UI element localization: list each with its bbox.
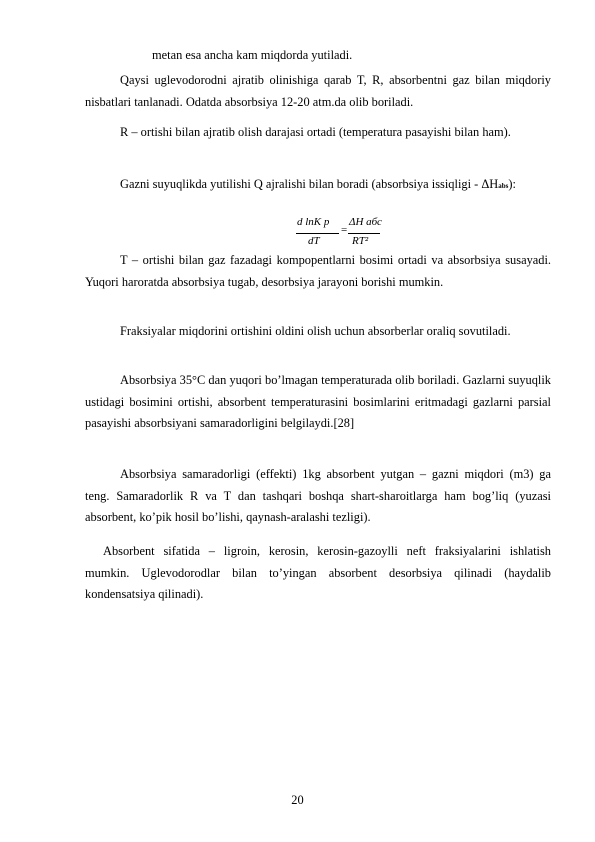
page-number: 20 [291, 793, 304, 807]
paragraph-1: metan esa ancha kam miqdorda yutiladi. [152, 48, 353, 62]
paragraph-7: Absorbsiya 35°C dan yuqori bo’lmagan temperaturada olib boriladi. Gazlarni suyuqlik ustidagi bosimini ortishi, absorbent temperaturasini bosimlarini eritmadagi gazlarni parsial pasayishi absorbsiyani samaradorligini belgilaydi.[28] [85, 373, 551, 431]
formula-right-denominator: RT² [352, 235, 369, 247]
paragraph-4 [85, 174, 551, 198]
paragraph-4-delta: ΔH [481, 177, 499, 191]
van-t-hoff-formula [296, 214, 386, 254]
paragraph-4-end: ): [508, 177, 516, 191]
paragraph-6: Fraksiyalar miqdorini ortishini oldini olish uchun absorberlar oraliq sovutiladi. [120, 324, 511, 338]
paragraph-4-subscript: abs [498, 182, 509, 190]
formula-left-denominator: dT [308, 235, 320, 247]
paragraph-9: Absorbent sifatida – ligroin, kerosin, kerosin-gazoylli neft fraksiyalarini ishlatish mumkin. Uglevodorodlar bilan to’yingan absorbent desorbsiya qilinadi (haydalib kondensatsiya qilinadi). [85, 544, 551, 602]
formula-equals: = [341, 224, 348, 236]
paragraph-4-text: Gazni suyuqlikda yutilishi Q ajralishi bilan boradi (absorbsiya issiqligi - [120, 177, 482, 191]
formula-left-fraction-bar [296, 233, 339, 234]
paragraph-2: Qaysi uglevodorodni ajratib olinishiga qarab T, R, absorbentni gaz bilan miqdoriy nisbatlari tanlanadi. Odatda absorbsiya 12-20 atm.da olib boriladi. [85, 73, 551, 109]
formula-right-fraction-bar [348, 233, 380, 234]
formula-right-numerator: ΔH абс [349, 216, 382, 228]
paragraph-8: Absorbsiya samaradorligi (effekti) 1kg absorbent yutgan – gazni miqdori (m3) ga teng. Samaradorlik R va T dan tashqari boshqa shart-sharoitlarga ham bog’liq (yuzasi absorbent, ko’pik hosil bo’lishi, qaynash-aralashi tezligi). [85, 467, 551, 525]
paragraph-5: T – ortishi bilan gaz fazadagi kompopentlarni bosimi ortadi va absorbsiya susayadi. Yuqori haroratda absorbsiya tugab, desorbsiya jarayoni borishi mumkin. [85, 253, 551, 289]
formula-left-numerator: d lnK p [297, 216, 330, 228]
paragraph-3: R – ortishi bilan ajratib olish darajasi ortadi (temperatura pasayishi bilan ham). [120, 125, 511, 139]
